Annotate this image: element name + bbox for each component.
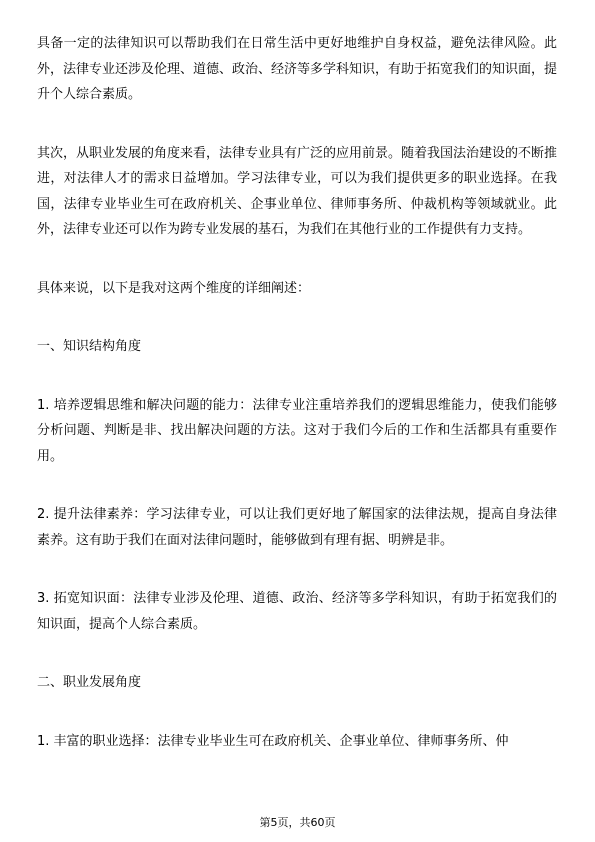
list-item-career-choices: 1. 丰富的职业选择：法律专业毕业生可在政府机关、企事业单位、律师事务所、仲 bbox=[37, 733, 509, 749]
list-item-legal-literacy: 2. 提升法律素养：学习法律专业，可以让我们更好地了解国家的法律法规，提高自身法律素养。这有助于我们在面对法律问题时，能够做到有理有据、明辨是非。 bbox=[37, 507, 557, 548]
section-heading-knowledge: 一、知识结构角度 bbox=[37, 339, 142, 354]
paragraph-detail-lead: 具体来说，以下是我对这两个维度的详细阐述： bbox=[37, 280, 311, 296]
paragraph-intro-continuation: 具备一定的法律知识可以帮助我们在日常生活中更好地维护自身权益，避免法律风险。此外，法律专业还涉及伦理、道德、政治、经济等多学科知识，有助于拓宽我们的知识面，提升个人综合素质。 bbox=[37, 36, 558, 102]
list-item-logic-thinking: 1. 培养逻辑思维和解决问题的能力：法律专业注重培养我们的逻辑思维能力，使我们能够分析问题、判断是非、找出解决问题的方法。这对于我们今后的工作和生活都具有重要作用。 bbox=[37, 397, 557, 464]
document-body bbox=[37, 31, 557, 787]
section-heading-career: 二、职业发展角度 bbox=[37, 675, 142, 690]
paragraph-career-perspective: 其次，从职业发展的角度来看，法律专业具有广泛的应用前景。随着我国法治建设的不断推进，对法律人才的需求日益增加。学习法律专业，可以为我们提供更多的职业选择。在我国，法律专业毕业生可在政府机关、企事业单位、律师事务所、仲裁机构等领域就业。此外，法律专业还可以作为跨专业发展的基石，为我们在其他行业的工作提供有力支持。 bbox=[37, 145, 558, 237]
list-item-broaden-knowledge: 3. 拓宽知识面：法律专业涉及伦理、道德、政治、经济等多学科知识，有助于拓宽我们的知识面，提高个人综合素质。 bbox=[37, 591, 557, 632]
page-number-footer: 第5页，共60页 bbox=[259, 816, 336, 829]
